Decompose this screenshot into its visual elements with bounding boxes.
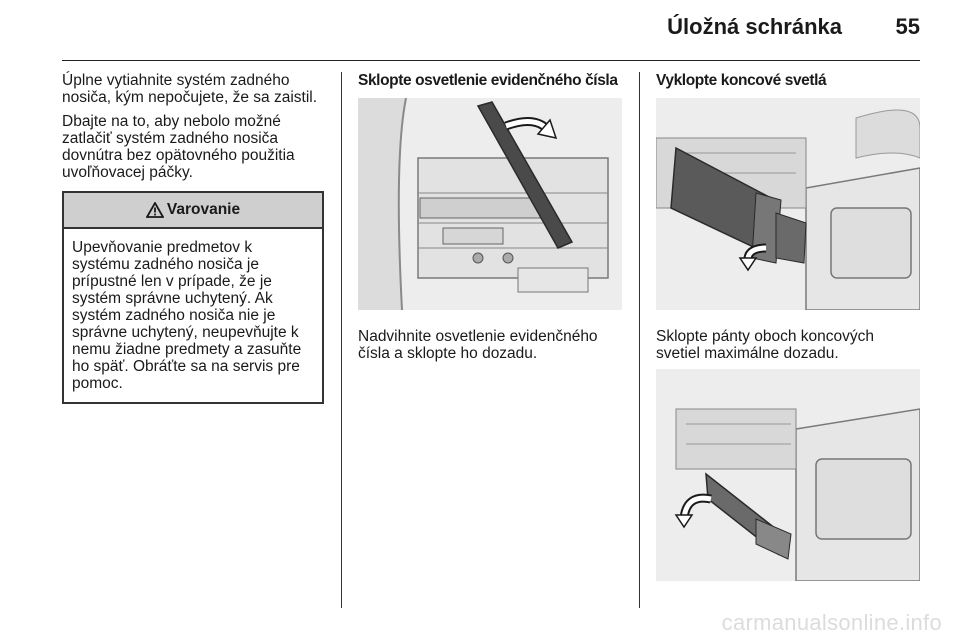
warning-triangle-icon <box>146 202 164 218</box>
license-plate-light-folding-illustration <box>358 98 622 310</box>
heading-license-plate-light: Sklopte osvetlenie evidenčného čísla <box>358 72 618 89</box>
header-rule <box>62 60 920 61</box>
column-right <box>656 72 922 581</box>
page-number: 55 <box>895 14 920 39</box>
warning-title: Varovanie <box>166 201 241 218</box>
warning-header <box>64 193 322 229</box>
column-middle <box>358 72 624 369</box>
page-header-title: Úložná schránka <box>667 14 842 39</box>
paragraph-release-lever: Dbajte na to, aby nebolo možné zatlačiť systém zadného nosiča dovnútra bez opätovného použitia uvoľňovacej páčky. <box>62 113 295 181</box>
tail-light-hinge-illustration <box>656 98 920 310</box>
heading-tail-lights: Vyklopte koncové svetlá <box>656 72 827 89</box>
column-left <box>62 72 328 404</box>
warning-text: Upevňovanie predmetov k systému zadného nosiča je prípustné len v prípade, že je systém správne uchytený. Ak systém zadného nosiča nie je správne uchytený, neupevňujte k nemu žiadne predmety a zasuňte ho späť. Obráťte sa na servis pre pomoc. <box>72 239 302 392</box>
caption-tail-lights: Sklopte pánty oboch koncových svetiel maximálne dozadu. <box>656 328 874 362</box>
watermark: carmanualsonline.info <box>721 610 942 635</box>
tail-light-folded-illustration <box>656 369 920 581</box>
column-divider-2 <box>639 72 640 608</box>
warning-box <box>62 191 324 404</box>
paragraph-pull-out: Úplne vytiahnite systém zadného nosiča, kým nepočujete, že sa zaistil. <box>62 72 318 106</box>
column-divider-1 <box>341 72 342 608</box>
caption-license-plate-light: Nadvihnite osvetlenie evidenčného čísla a sklopte ho dozadu. <box>358 328 598 362</box>
